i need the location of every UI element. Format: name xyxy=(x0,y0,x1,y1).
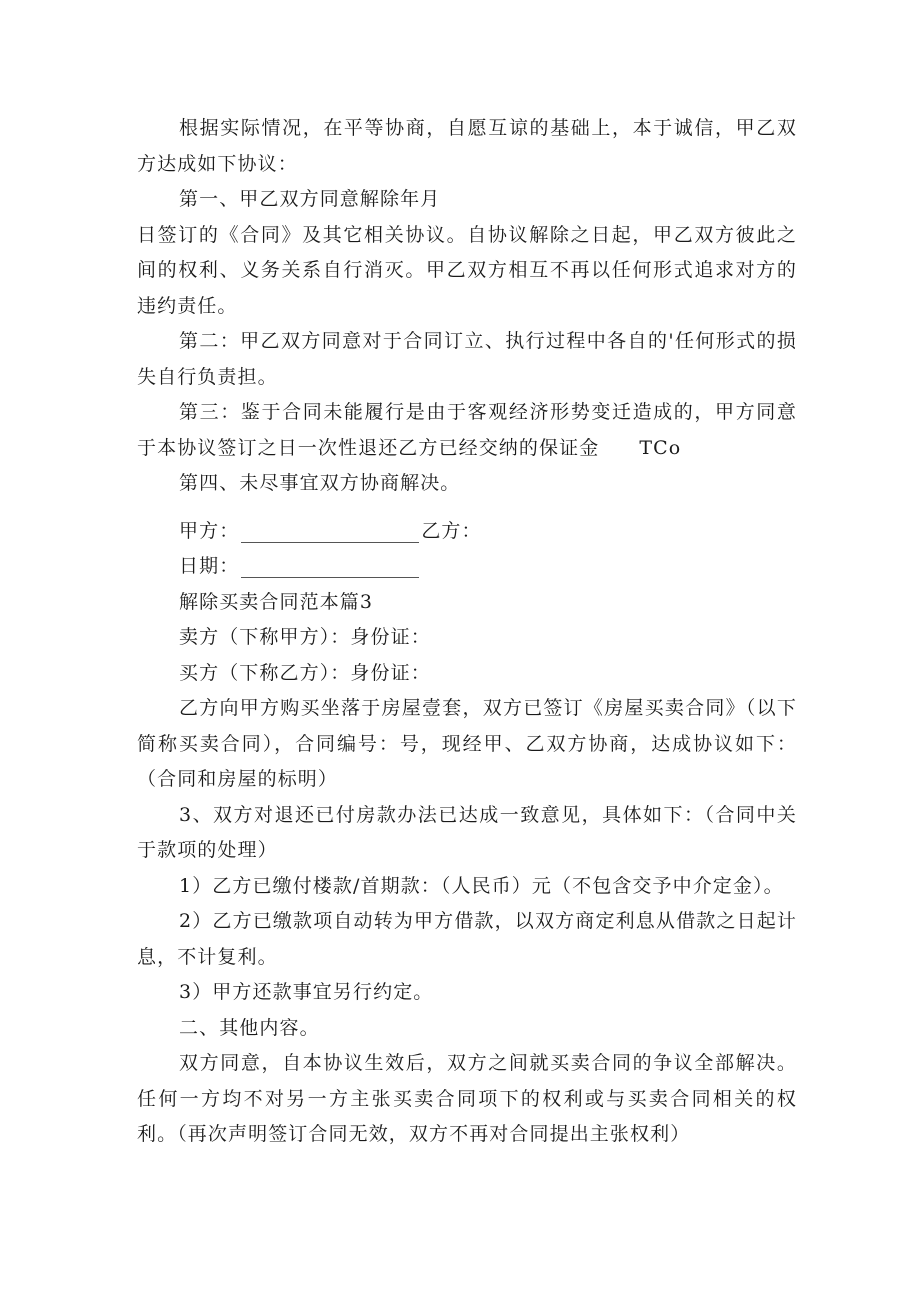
paragraph-item-1: 1）乙方已缴付楼款/首期款：（人民币）元（不包含交予中介定金）。 xyxy=(179,874,784,897)
clause-3-text: 第三：鉴于合同未能履行是由于客观经济形势变迁造成的，甲方同意于本协议签订之日一次性退还乙方已经交纳的保证金 xyxy=(137,401,797,459)
party-a-label: 甲方： xyxy=(179,519,240,542)
date-label: 日期： xyxy=(179,555,240,577)
section-title: 解除买卖合同范本篇3 xyxy=(179,590,374,613)
paragraph-other: 二、其他内容。 xyxy=(179,1016,320,1039)
paragraph-item-3: 3）甲方还款事宜另行约定。 xyxy=(179,981,434,1003)
date-blank[interactable] xyxy=(241,555,419,578)
party-a-signature-blank[interactable] xyxy=(241,520,419,543)
document-body xyxy=(137,111,797,1153)
paragraph-seller: 卖方（下称甲方）：身份证： xyxy=(179,626,431,648)
paragraph-purchase: 乙方向甲方购买坐落于房屋壹套，双方已签订《房屋买卖合同》（以下简称买卖合同），合同编号：号，现经甲、乙双方协商，达成协议如下：（合同和房屋的标明） xyxy=(137,697,797,790)
paragraph-intro: 根据实际情况，在平等协商，自愿互谅的基础上，本于诚信，甲乙双方达成如下协议： xyxy=(137,117,797,175)
paragraph-clause-1-cont: 日签订的《合同》及其它相关协议。自协议解除之日起，甲乙双方彼此之间的权利、义务关系自行消灭。甲乙双方相互不再以任何形式追求对方的违约责任。 xyxy=(137,223,797,317)
signature-line-date xyxy=(137,549,797,585)
paragraph-refund-method: 3、双方对退还已付房款办法已达成一致意见，具体如下：（合同中关于款项的处理） xyxy=(137,803,797,861)
signature-line-parties xyxy=(137,514,797,550)
paragraph-clause-1-start: 第一、甲乙双方同意解除年月 xyxy=(179,188,441,210)
paragraph-clause-3 xyxy=(137,395,797,466)
paragraph-final: 双方同意，自本协议生效后，双方之间就买卖合同的争议全部解决。任何一方均不对另一方主张买卖合同项下的权利或与买卖合同相关的权利。（再次声明签订合同无效，双方不再对合同提出主张权利） xyxy=(137,1052,797,1145)
paragraph-buyer: 买方（下称乙方）：身份证： xyxy=(179,661,431,684)
paragraph-clause-2: 第二：甲乙双方同意对于合同订立、执行过程中各自的'任何形式的损失自行负责担。 xyxy=(137,330,797,388)
clause-3-tail: TCo xyxy=(639,436,682,459)
party-b-label: 乙方： xyxy=(421,519,482,542)
paragraph-item-2: 2）乙方已缴款项自动转为甲方借款，以双方商定利息从借款之日起计息，不计复利。 xyxy=(137,910,797,968)
paragraph-clause-4: 第四、未尽事宜双方协商解决。 xyxy=(179,472,461,494)
